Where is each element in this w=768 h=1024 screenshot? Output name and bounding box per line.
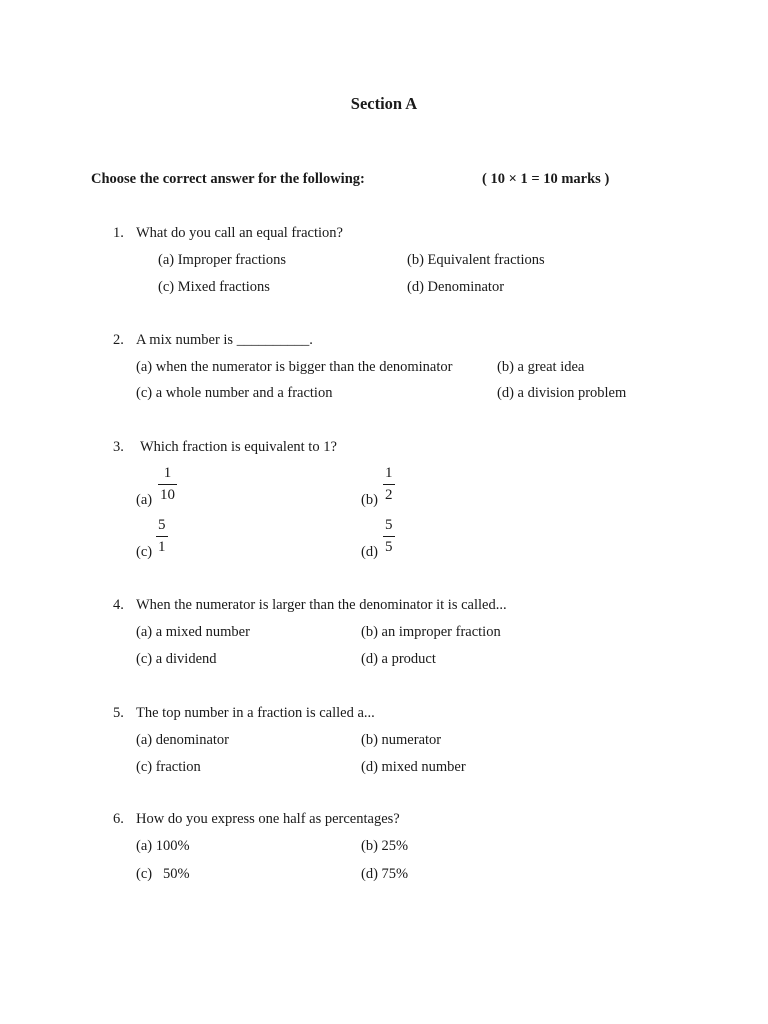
- option-b[interactable]: (b) numerator: [361, 732, 442, 748]
- question-number: 3.: [113, 439, 124, 455]
- fraction-bar: [158, 484, 177, 485]
- option-c[interactable]: (c) Mixed fractions: [158, 279, 270, 295]
- option-d[interactable]: (d) Denominator: [407, 279, 505, 295]
- option-d-fraction[interactable]: [383, 518, 395, 555]
- option-d[interactable]: (d) mixed number: [361, 759, 466, 775]
- question-text: What do you call an equal fraction?: [136, 225, 343, 241]
- question-text: The top number in a fraction is called a...: [136, 705, 375, 721]
- option-d[interactable]: (d) a division problem: [497, 385, 627, 401]
- option-a[interactable]: (a) when the numerator is bigger than the denominator: [136, 359, 453, 375]
- fraction-bar: [156, 536, 168, 537]
- option-b[interactable]: (b) a great idea: [497, 359, 585, 375]
- question-number: 1.: [113, 225, 124, 241]
- fraction-numerator: 1: [163, 465, 172, 481]
- section-title: Section A: [350, 94, 418, 113]
- option-c[interactable]: (c) 50%: [136, 866, 190, 882]
- fraction-bar: [383, 536, 395, 537]
- question-text: When the numerator is larger than the denominator it is called...: [136, 597, 507, 613]
- fraction-denominator: 10: [160, 487, 175, 503]
- option-b[interactable]: (b) an improper fraction: [361, 624, 501, 640]
- option-d[interactable]: (d) a product: [361, 651, 436, 667]
- option-c[interactable]: (c) a dividend: [136, 651, 217, 667]
- fraction-numerator: 5: [158, 517, 166, 533]
- option-d[interactable]: (d) 75%: [361, 866, 409, 882]
- question-number: 2.: [113, 332, 124, 348]
- fraction-denominator: 1: [158, 539, 166, 555]
- fraction-numerator: 1: [385, 465, 393, 481]
- option-c-fraction[interactable]: [156, 518, 168, 555]
- option-c[interactable]: (c) fraction: [136, 759, 201, 775]
- question-number: 4.: [113, 597, 124, 613]
- question-text: A mix number is __________.: [136, 332, 313, 348]
- question-text: How do you express one half as percentages?: [136, 811, 400, 827]
- fraction-denominator: 5: [385, 539, 393, 555]
- option-a[interactable]: (a) 100%: [136, 838, 190, 854]
- option-a-fraction[interactable]: [158, 466, 177, 503]
- question-text: Which fraction is equivalent to 1?: [140, 439, 337, 455]
- option-c[interactable]: (c) a whole number and a fraction: [136, 385, 333, 401]
- option-a-label[interactable]: (a): [136, 492, 153, 508]
- option-c-label[interactable]: (c): [136, 544, 153, 560]
- option-b[interactable]: (b) Equivalent fractions: [407, 252, 545, 268]
- marks-allocation: ( 10 × 1 = 10 marks ): [482, 171, 610, 187]
- option-b[interactable]: (b) 25%: [361, 838, 409, 854]
- option-a[interactable]: (a) Improper fractions: [158, 252, 287, 268]
- question-number: 5.: [113, 705, 124, 721]
- fraction-numerator: 5: [385, 517, 393, 533]
- question-number: 6.: [113, 811, 124, 827]
- instruction: Choose the correct answer for the following:: [91, 171, 365, 187]
- fraction-denominator: 2: [385, 487, 393, 503]
- option-a[interactable]: (a) denominator: [136, 732, 230, 748]
- option-d-label[interactable]: (d): [361, 544, 378, 560]
- option-a[interactable]: (a) a mixed number: [136, 624, 250, 640]
- fraction-bar: [383, 484, 395, 485]
- option-b-label[interactable]: (b): [361, 492, 378, 508]
- option-b-fraction[interactable]: [383, 466, 395, 503]
